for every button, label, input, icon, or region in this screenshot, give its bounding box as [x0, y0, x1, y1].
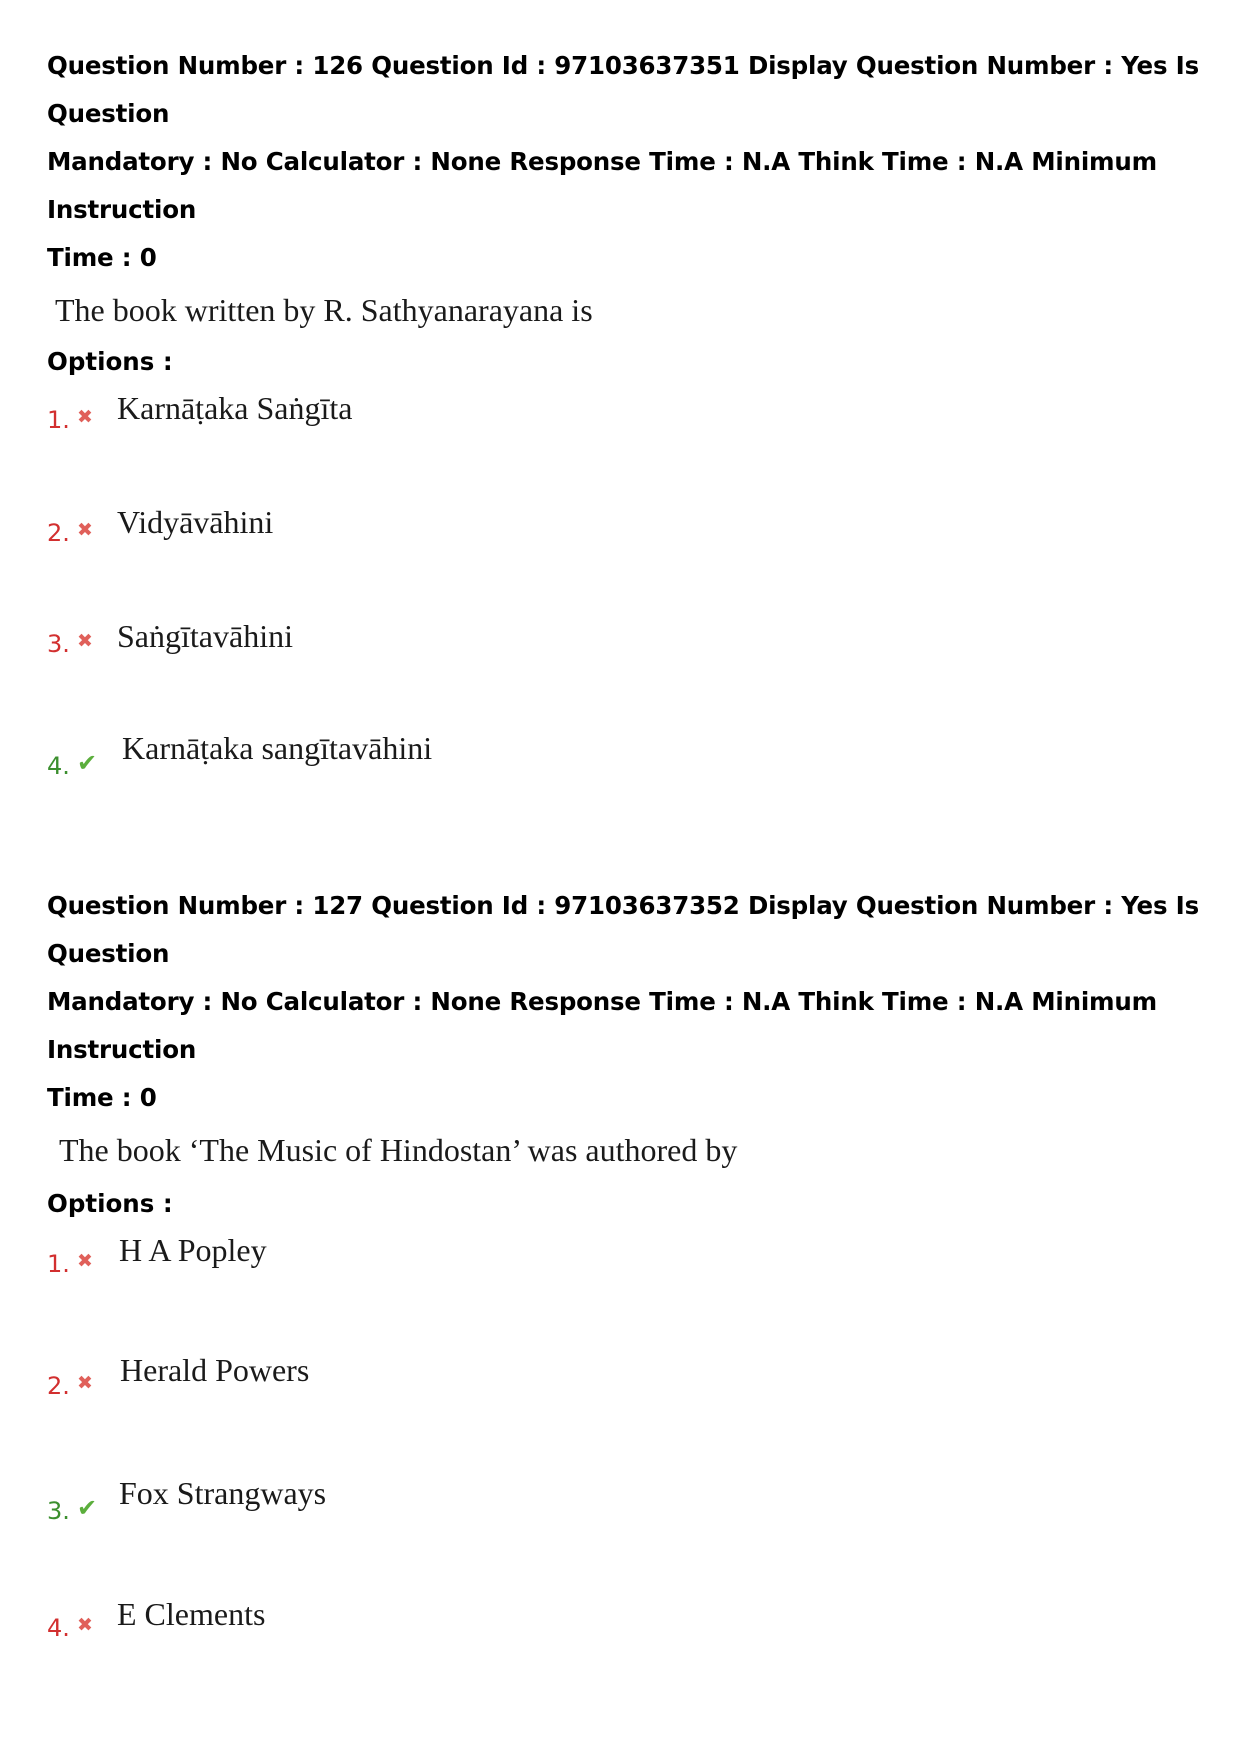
- option-item: [47, 1228, 1207, 1364]
- cross-icon: ✖: [77, 1372, 93, 1394]
- check-icon: ✔: [77, 1494, 98, 1522]
- question-meta-line: Mandatory : No Calculator : None Response Time : N.A Think Time : N.A Minimum Instruction: [47, 987, 1157, 1064]
- option-text: Fox Strangways: [119, 1475, 327, 1511]
- option-text: Karnāṭaka Saṅgīta: [117, 390, 353, 426]
- option-item: [47, 386, 1207, 506]
- question-text: The book ‘The Music of Hindostan’ was authored by: [59, 1132, 738, 1168]
- option-number: 3.: [47, 630, 70, 658]
- option-text: E Clements: [117, 1596, 266, 1632]
- check-icon: ✔: [77, 749, 98, 777]
- option-text: H A Popley: [119, 1232, 267, 1268]
- cross-icon: ✖: [77, 519, 93, 541]
- options-label: Options :: [47, 1189, 173, 1218]
- cross-icon: ✖: [77, 406, 93, 428]
- option-number: 2.: [47, 1372, 70, 1400]
- option-item: [47, 506, 1207, 626]
- question-block-127: [47, 882, 1207, 1756]
- option-number: 1.: [47, 406, 70, 434]
- question-meta-line: Question Number : 126 Question Id : 97103637351 Display Question Number : Yes Is Question: [47, 51, 1199, 128]
- option-text: Herald Powers: [120, 1352, 310, 1388]
- question-meta-line: Mandatory : No Calculator : None Response Time : N.A Think Time : N.A Minimum Instruction: [47, 147, 1157, 224]
- option-item: [47, 730, 1207, 866]
- option-item: [47, 1596, 1207, 1756]
- option-number: 4.: [47, 752, 70, 780]
- option-text: Karnāṭaka sangītavāhini: [122, 730, 433, 766]
- options-label: Options :: [47, 347, 173, 376]
- option-item: [47, 618, 1207, 746]
- cross-icon: ✖: [77, 630, 93, 652]
- question-meta-line: Time : 0: [47, 243, 157, 272]
- option-text: Saṅgītavāhini: [117, 618, 293, 654]
- question-meta-line: Time : 0: [47, 1083, 157, 1112]
- question-meta-line: Question Number : 127 Question Id : 97103637352 Display Question Number : Yes Is Question: [47, 891, 1199, 968]
- cross-icon: ✖: [77, 1250, 93, 1272]
- cross-icon: ✖: [77, 1614, 93, 1636]
- option-number: 2.: [47, 519, 70, 547]
- option-text: Vidyāvāhini: [117, 504, 274, 540]
- option-number: 1.: [47, 1250, 70, 1278]
- option-number: 3.: [47, 1497, 70, 1525]
- question-block-126: [47, 42, 1207, 866]
- question-text: The book written by R. Sathyanarayana is: [55, 292, 593, 328]
- option-number: 4.: [47, 1614, 70, 1642]
